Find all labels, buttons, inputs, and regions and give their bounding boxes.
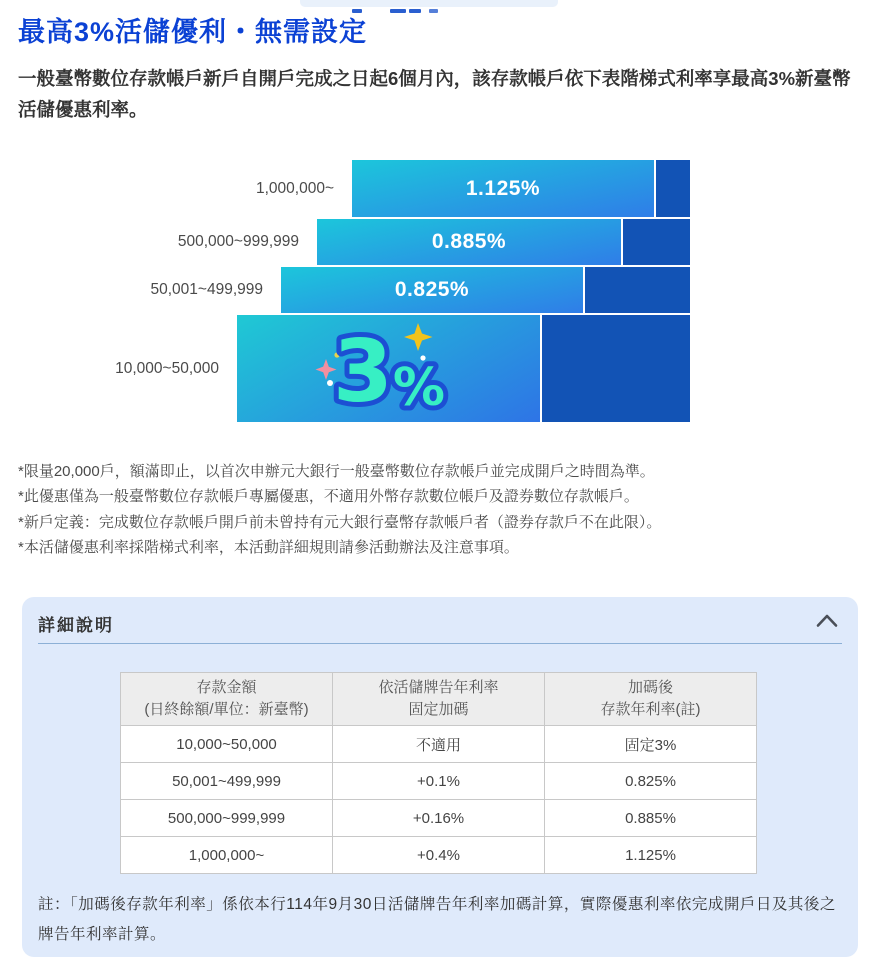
rate-note: 註：「加碼後存款年利率」係依本行114年9月30日活儲牌告年利率加碼計算，實際優惠利率依完成開戶日及其後之牌告年利率計算。 bbox=[38, 896, 836, 943]
chart-row-500000 bbox=[0, 219, 690, 265]
chart-row-1000000 bbox=[0, 160, 690, 217]
chart-row-50001 bbox=[0, 267, 690, 313]
tier-bar bbox=[317, 219, 621, 265]
cell-amount: 50,001~499,999 bbox=[121, 763, 333, 800]
cell-markup: 不適用 bbox=[333, 726, 545, 763]
clipped-banner-remnant bbox=[300, 0, 558, 7]
clipped-text-fragment bbox=[409, 9, 421, 13]
footnote-line: *新戶定義：完成數位存款帳戶開戶前未曾持有元大銀行臺幣存款帳戶者（證券存款戶不在此限）。 bbox=[18, 513, 662, 531]
footnotes bbox=[18, 459, 868, 561]
details-accordion-header[interactable] bbox=[22, 597, 858, 643]
cell-amount: 1,000,000~ bbox=[121, 837, 333, 874]
table-row bbox=[121, 800, 757, 837]
tier-rate-value: 1.125% bbox=[465, 176, 541, 200]
tier-label: 10,000~50,000 bbox=[115, 359, 219, 377]
svg-text:3%: 3% bbox=[332, 321, 445, 421]
tier-rate-chart bbox=[0, 160, 690, 424]
footnote-line: *此優惠僅為一般臺幣數位存款帳戶專屬優惠，不適用外幣存款數位帳戶及證券數位存款帳戶。 bbox=[18, 488, 639, 506]
tier-bar bbox=[281, 267, 583, 313]
col-header-final-rate: 加碼後 存款年利率(註) bbox=[545, 673, 757, 726]
cell-rate: 1.125% bbox=[545, 837, 757, 874]
tier-bar-shadow-segment bbox=[542, 315, 690, 422]
tier-bar-highlight bbox=[237, 315, 540, 422]
table-header-row bbox=[121, 673, 757, 726]
details-panel bbox=[22, 597, 858, 957]
intro-paragraph: 一般臺幣數位存款帳戶新戶自開戶完成之日起6個月內，該存款帳戶依下表階梯式利率享最高3%新臺幣活儲優惠利率。 bbox=[18, 68, 851, 121]
tier-rate-value: 0.825% bbox=[394, 278, 470, 301]
tier-bar-shadow-segment bbox=[656, 160, 690, 217]
col-header-amount: 存款金額 (日終餘額/單位：新臺幣) bbox=[121, 673, 333, 726]
tier-rate-value: 0.885% bbox=[431, 230, 507, 253]
cell-rate: 0.825% bbox=[545, 763, 757, 800]
table-row bbox=[121, 837, 757, 874]
clipped-text-fragment bbox=[429, 9, 438, 13]
header-divider bbox=[38, 643, 842, 644]
tier-bar-shadow-segment bbox=[585, 267, 690, 313]
three-percent-graphic bbox=[274, 317, 504, 421]
tier-bar bbox=[352, 160, 654, 217]
cell-rate: 0.885% bbox=[545, 800, 757, 837]
sparkle-yellow-icon bbox=[404, 323, 433, 351]
tier-label: 500,000~999,999 bbox=[177, 233, 299, 250]
tier-label: 1,000,000~ bbox=[255, 179, 334, 197]
cell-markup: +0.1% bbox=[333, 763, 545, 800]
details-title: 詳細說明 bbox=[38, 616, 114, 635]
table-row bbox=[121, 726, 757, 763]
cell-amount: 10,000~50,000 bbox=[121, 726, 333, 763]
table-row bbox=[121, 763, 757, 800]
chevron-up-icon[interactable] bbox=[816, 613, 838, 633]
footnote-line: *本活儲優惠利率採階梯式利率，本活動詳細規則請參活動辦法及注意事項。 bbox=[18, 539, 519, 557]
rate-table bbox=[120, 672, 757, 874]
page-title: 最高3%活儲優利・無需設定 bbox=[18, 17, 368, 47]
tier-label: 50,001~499,999 bbox=[150, 281, 263, 298]
cell-markup: +0.16% bbox=[333, 800, 545, 837]
chart-row-10000 bbox=[0, 315, 690, 422]
cell-amount: 500,000~999,999 bbox=[121, 800, 333, 837]
tier-bar-shadow-segment bbox=[623, 219, 690, 265]
cell-rate: 固定3% bbox=[545, 726, 757, 763]
clipped-text-fragment bbox=[390, 9, 406, 13]
footnote-line: *限量20,000戶，額滿即止，以首次申辦元大銀行一般臺幣數位存款帳戶並完成開戶之時間為準。 bbox=[18, 463, 655, 480]
col-header-markup: 依活儲牌告年利率 固定加碼 bbox=[333, 673, 545, 726]
cell-markup: +0.4% bbox=[333, 837, 545, 874]
